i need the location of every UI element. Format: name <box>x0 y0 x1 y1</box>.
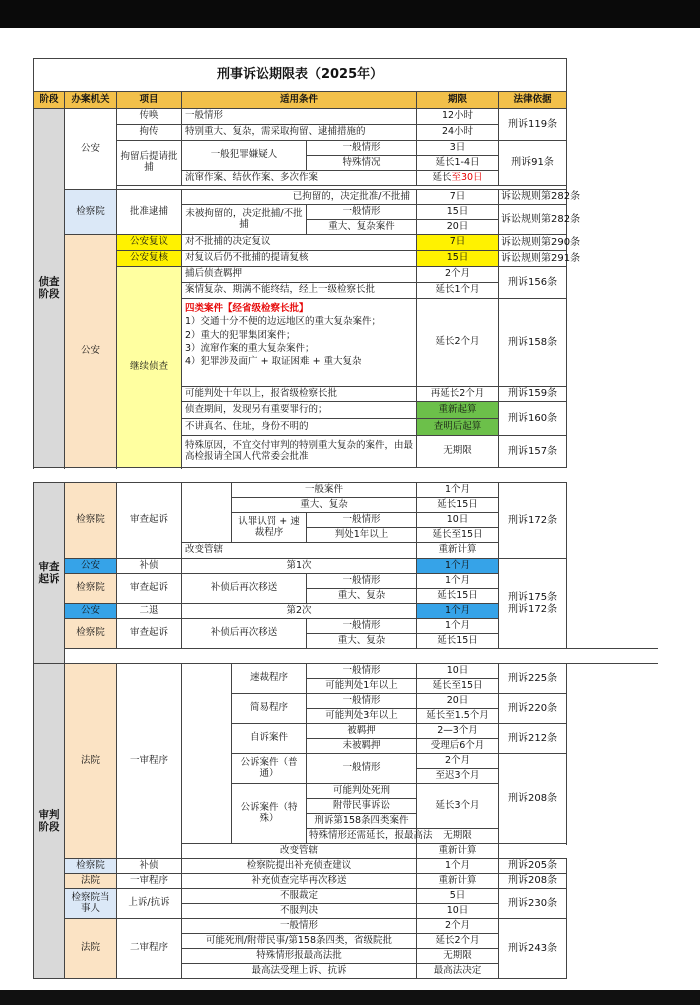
limit-3d: 3日 <box>417 141 499 156</box>
item-police-recheck: 公安复核 <box>117 251 182 267</box>
cond-general-c: 一般情形 <box>307 205 417 220</box>
item-review-prosecute-c: 审查起诉 <box>117 619 182 649</box>
limit-ext-3m: 延长3个月 <box>417 784 499 829</box>
law-175-172 <box>499 559 567 649</box>
ext30-red: 至30日 <box>451 171 483 183</box>
cond-general-g: 一般情形 <box>307 664 417 679</box>
header-agency: 办案机关 <box>65 92 117 109</box>
four-case-4: 4）犯罪涉及面广 + 取证困难 + 重大复杂 <box>185 356 362 368</box>
agency-procuratorate-b: 检察院 <box>65 483 117 559</box>
limit-ext-15-b: 延长15日 <box>417 589 499 604</box>
cond-general-h: 一般情形 <box>307 694 417 709</box>
limit-recount-c: 重新计算 <box>417 844 499 859</box>
item-compel: 拘传 <box>117 125 182 141</box>
proc-simple: 简易程序 <box>232 694 307 724</box>
header-limit: 期限 <box>417 92 499 109</box>
agency-police: 公安 <box>65 109 117 190</box>
item-first-inst-b: 一审程序 <box>117 874 182 889</box>
law-291: 诉讼规则第291条 <box>499 251 567 267</box>
law-156: 刑诉156条 <box>499 267 567 299</box>
cond-major-c: 重大、复杂 <box>307 634 417 649</box>
cond-disagree-ruling: 不服裁定 <box>182 889 417 904</box>
limit-15d-b: 15日 <box>417 251 499 267</box>
law-290: 诉讼规则第290条 <box>499 235 567 251</box>
proc-speedy: 速裁程序 <box>232 664 307 694</box>
limit-1m-e: 1个月 <box>417 619 499 634</box>
cond-maybe-over-1y: 可能判处1年以上 <box>307 679 417 694</box>
limit-2m-c: 2个月 <box>417 919 499 934</box>
header-condition: 适用条件 <box>182 92 417 109</box>
cond-special-high: 特殊情形还需延长，报最高法 <box>307 829 417 844</box>
proc-public-normal: 公诉案件（普通） <box>232 754 307 784</box>
law-160: 刑诉160条 <box>499 402 567 436</box>
agency-court-b: 法院 <box>65 874 117 889</box>
item-police-review: 公安复议 <box>117 235 182 251</box>
law-208-b: 刑诉208条 <box>499 874 567 889</box>
item-review-prosecute: 审查起诉 <box>117 483 182 559</box>
limit-24h: 24小时 <box>417 125 499 141</box>
criminal-procedure-time-limit-table <box>33 58 658 979</box>
limit-5d: 5日 <box>417 889 499 904</box>
cond-general-j: 一般情形 <box>182 919 417 934</box>
limit-6m-after: 受理后6个月 <box>417 739 499 754</box>
limit-ext-2m-again: 再延长2个月 <box>417 387 499 402</box>
item-review-prosecute-b: 审查起诉 <box>117 574 182 604</box>
cond-new-crime: 侦查期间，发现另有重要罪行的； <box>182 402 417 419</box>
item-appeal: 上诉/抗诉 <box>117 889 182 919</box>
law-230: 刑诉230条 <box>499 889 567 919</box>
limit-1m-f: 1个月 <box>417 859 499 874</box>
law-119: 刑诉119条 <box>499 109 567 141</box>
cond-maybe-death: 可能判处死刑 <box>307 784 417 799</box>
limit-20d-b: 20日 <box>417 694 499 709</box>
law-282-a: 诉讼规则第282条 <box>499 190 567 205</box>
agency-court: 法院 <box>65 664 117 859</box>
top-black-bar <box>0 0 700 28</box>
cond-not-detained: 未被羁押 <box>307 739 417 754</box>
limit-at-most-3m: 至迟3个月 <box>417 769 499 784</box>
limit-recount-b: 重新计算 <box>417 543 499 559</box>
cond-death-civil: 可能死刑/附带民事/第158条四类，省级院批 <box>182 934 417 949</box>
cond-general-i: 一般情形 <box>307 754 417 784</box>
item-continue-investigation: 继续侦查 <box>117 267 182 468</box>
cond-major-complex: 重大、复杂案件 <box>307 220 417 235</box>
item-return-2: 二退 <box>117 604 182 619</box>
stage-investigation: 侦查阶段 <box>34 109 65 468</box>
agency-police-d: 公安 <box>65 604 117 619</box>
agency-police-b: 公安 <box>65 235 117 468</box>
four-case-2: 2）重大的犯罪集团案件； <box>185 329 296 341</box>
limit-ext-15: 延长15日 <box>417 498 499 513</box>
limit-2m: 2个月 <box>417 267 499 283</box>
limit-ext-to-15-b: 延长至15日 <box>417 679 499 694</box>
cond-second-time: 第2次 <box>182 604 417 619</box>
cond-general-d: 一般情形 <box>307 513 417 528</box>
cond-major-b: 重大、复杂 <box>307 589 417 604</box>
cond-review: 对不批捕的决定复议 <box>182 235 417 251</box>
limit-recount: 重新起算 <box>417 402 499 419</box>
stage-trial: 审判阶段 <box>34 664 65 979</box>
limit-ext-to-15: 延长至15日 <box>417 528 499 543</box>
limit-unlimited-b: 无期限 <box>417 829 499 844</box>
limit-count-after: 查明后起算 <box>417 419 499 436</box>
item-second-instance: 二审程序 <box>117 919 182 979</box>
cond-maybe-over-3y: 可能判处3年以上 <box>307 709 417 724</box>
cond-supp-done: 补充侦查完毕再次移送 <box>182 874 417 889</box>
limit-recount-d: 重新计算 <box>417 874 499 889</box>
cond-general-b: 一般情形 <box>307 141 417 156</box>
item-supplement-b: 补侦 <box>117 859 182 874</box>
item-approve-arrest: 批准逮捕 <box>117 190 182 235</box>
cond-art-158: 刑诉第158条四类案件 <box>307 814 417 829</box>
limit-10d: 10日 <box>417 513 499 528</box>
agency-procuratorate: 检察院 <box>65 190 117 235</box>
cond-special-case: 特殊情况 <box>307 156 417 171</box>
limit-20d: 20日 <box>417 220 499 235</box>
agency-procuratorate-d: 检察院 <box>65 619 117 649</box>
cond-major: 重大、复杂 <box>232 498 417 513</box>
limit-2m-b: 2个月 <box>417 754 499 769</box>
cond-resubmit: 补侦后再次移送 <box>182 574 307 604</box>
item-first-instance: 一审程序 <box>117 664 182 859</box>
table-title: 刑事诉讼期限表（2025年） <box>34 59 567 92</box>
cond-change-jurisdiction: 改变管辖 <box>182 543 417 559</box>
cond-detained: 已拘留的，决定批准/不批捕 <box>182 190 417 205</box>
cond-general-f: 一般情形 <box>307 619 417 634</box>
item-detain-request: 拘留后提请批捕 <box>117 141 182 186</box>
limit-ext-2m-b: 延长2个月 <box>417 934 499 949</box>
document-page <box>0 28 700 990</box>
law-243: 刑诉243条 <box>499 919 567 979</box>
header-item: 项目 <box>117 92 182 109</box>
cond-supp-suggest: 检察院提出补充侦查建议 <box>182 859 417 874</box>
cond-detained: 被羁押 <box>307 724 417 739</box>
agency-proc-party: 检察院当事人 <box>65 889 117 919</box>
law-158: 刑诉158条 <box>499 299 567 387</box>
cond-special: 特别重大、复杂，需采取拘留、逮捕措施的 <box>182 125 417 141</box>
limit-10d-b: 10日 <box>417 664 499 679</box>
law-157: 刑诉157条 <box>499 436 567 468</box>
four-case-1: 1）交通十分不便的边远地区的重大复杂案件； <box>185 316 382 328</box>
agency-court-c: 法院 <box>65 919 117 979</box>
cond-custody: 捕后侦查羁押 <box>182 267 417 283</box>
limit-unlimited-c: 无期限 <box>417 949 499 964</box>
law-172-b: 刑诉172条 <box>507 603 558 615</box>
cond-general-case: 一般案件 <box>232 483 417 498</box>
law-205: 刑诉205条 <box>499 859 567 874</box>
cond-not-detained: 未被拘留的，决定批捕/不批捕 <box>182 205 307 235</box>
cond-mobile: 流窜作案、结伙作案、多次作案 <box>182 171 417 186</box>
cond-general: 一般情形 <box>182 109 417 125</box>
limit-10d-c: 10日 <box>417 904 499 919</box>
limit-15d: 15日 <box>417 205 499 220</box>
cond-ten-year: 可能判处十年以上，报省级检察长批 <box>182 387 417 402</box>
cond-special-sup: 特殊情形报最高法批 <box>182 949 417 964</box>
law-175: 刑诉175条 <box>507 592 558 603</box>
four-case-title: 四类案件【经省级检察长批】 <box>185 303 309 314</box>
limit-12h: 12小时 <box>417 109 499 125</box>
cond-sup-accept: 最高法受理上诉、抗诉 <box>182 964 417 979</box>
limit-7d: 7日 <box>417 190 499 205</box>
header-legal-basis: 法律依据 <box>499 92 567 109</box>
cond-ordinary-suspect: 一般犯罪嫌疑人 <box>182 141 307 171</box>
law-212: 刑诉212条 <box>499 724 567 754</box>
item-supplement: 补侦 <box>117 559 182 574</box>
cond-general-e: 一般情形 <box>307 574 417 589</box>
header-stage: 阶段 <box>34 92 65 109</box>
agency-procuratorate-e: 检察院 <box>65 859 117 874</box>
limit-1m-b: 1个月 <box>417 559 499 574</box>
law-208: 刑诉208条 <box>499 754 567 844</box>
four-case-list <box>182 299 417 387</box>
limit-ext-1-4: 延长1-4日 <box>417 156 499 171</box>
agency-procuratorate-c: 检察院 <box>65 574 117 604</box>
limit-2-3m: 2—3个月 <box>417 724 499 739</box>
cond-disagree-judgment: 不服判决 <box>182 904 417 919</box>
limit-ext-2m: 延长2个月 <box>417 299 499 387</box>
limit-ext-30 <box>417 171 499 186</box>
ext30-prefix: 延长 <box>432 171 452 183</box>
cond-complex: 案情复杂、期满不能终结，经上一级检察长批 <box>182 283 417 299</box>
limit-1m-d: 1个月 <box>417 604 499 619</box>
item-summons: 传唤 <box>117 109 182 125</box>
cond-change-jurisdiction-b: 改变管辖 <box>182 844 417 859</box>
limit-ext-to-1-5m: 延长至1.5个月 <box>417 709 499 724</box>
limit-1m: 1个月 <box>417 483 499 498</box>
cond-recheck: 对复议后仍不批捕的提请复核 <box>182 251 417 267</box>
proc-public-special: 公诉案件（特殊） <box>232 784 307 844</box>
limit-7d-b: 7日 <box>417 235 499 251</box>
four-case-3: 3）流窜作案的重大复杂案件； <box>185 342 315 354</box>
law-159: 刑诉159条 <box>499 387 567 402</box>
cond-civil-attached: 附带民事诉讼 <box>307 799 417 814</box>
cond-plea-fast: 认罪认罚 + 速裁程序 <box>232 513 307 543</box>
limit-sup-decide: 最高法决定 <box>417 964 499 979</box>
cond-special-reason: 特殊原因，不宜交付审判的特别重大复杂的案件，由最高检报请全国人代常委会批准 <box>182 436 417 468</box>
proc-private: 自诉案件 <box>232 724 307 754</box>
cond-first-time: 第1次 <box>182 559 417 574</box>
cond-no-identity: 不讲真名、住址，身份不明的 <box>182 419 417 436</box>
cond-over-1y: 判处1年以上 <box>307 528 417 543</box>
limit-ext-15-c: 延长15日 <box>417 634 499 649</box>
agency-police-c: 公安 <box>65 559 117 574</box>
stage-prosecution: 审查起诉 <box>34 483 65 664</box>
limit-unlimited: 无期限 <box>417 436 499 468</box>
limit-1m-c: 1个月 <box>417 574 499 589</box>
law-282-b: 诉讼规则第282条 <box>499 205 567 235</box>
limit-ext-1m: 延长1个月 <box>417 283 499 299</box>
law-225: 刑诉225条 <box>499 664 567 694</box>
law-220: 刑诉220条 <box>499 694 567 724</box>
law-172: 刑诉172条 <box>499 483 567 559</box>
cond-resubmit-b: 补侦后再次移送 <box>182 619 307 649</box>
law-91: 刑诉91条 <box>499 141 567 186</box>
